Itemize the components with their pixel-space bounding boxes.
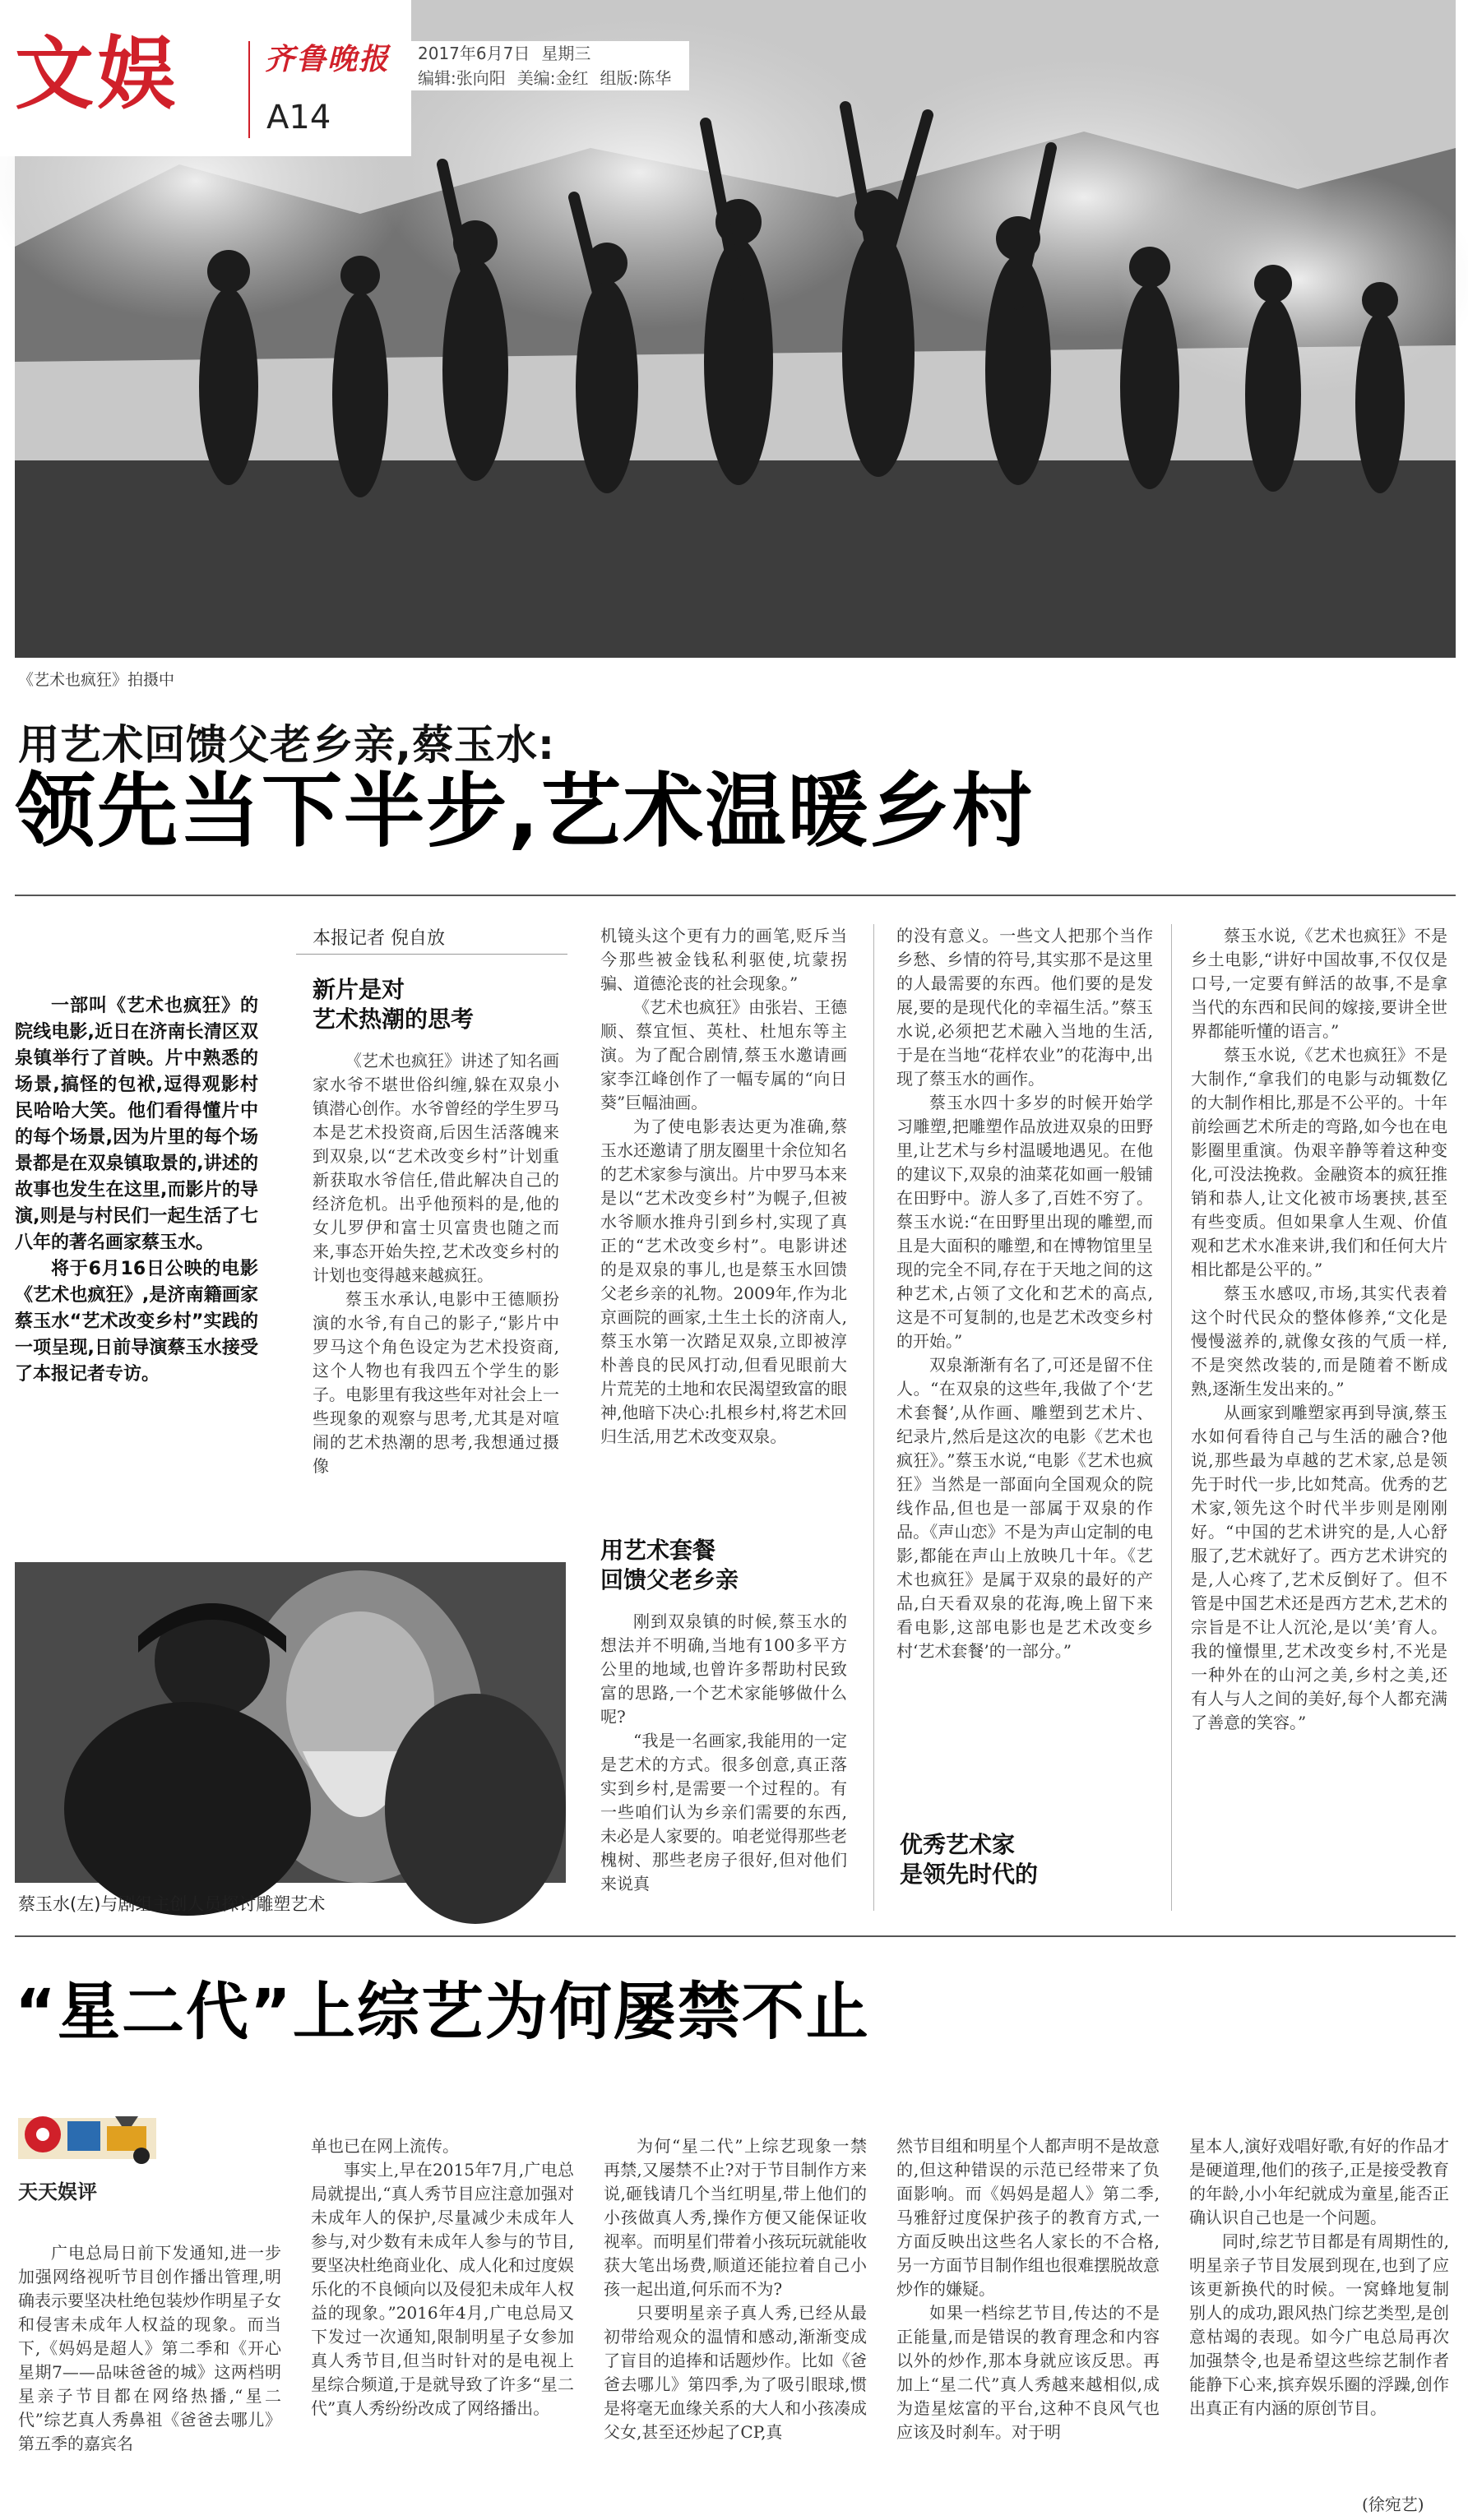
subhead: 新片是对 艺术热潮的思考 <box>313 976 475 1033</box>
paragraph: 蔡玉水说,《艺术也疯狂》不是大制作,“拿我们的电影与动辄数亿的大制作相比,那是不公平的。十年前绘画艺术所走的弯路,如今也在电影圈里重演。伪艰辛静等着这种变化,可没法挽救。金融资本的疯狂推销和恭人,让文化被市场裹挟,甚至有些变质。但如果拿人生观、价值观和艺术水准来讲,我们和任何大片相比都是公平的。” <box>1191 1045 1447 1279</box>
paragraph: 蔡玉水四十多岁的时候开始学习雕塑,把雕塑作品放进双泉的田野里,让艺术与乡村温暖地遇见。在他的建议下,双泉的油菜花如画一般铺在田野中。游人多了,百姓不穷了。蔡玉水说:“在田野里出现的雕塑,而且是大面积的雕塑,和在博物馆里呈现的完全不同,存在于天地之间的这种艺术,占领了文化和艺术的高点,这是不可复制的,也是艺术改变乡村的开始。” <box>896 1093 1153 1351</box>
commentary-column <box>604 2134 867 2504</box>
paragraph: 双泉渐渐有名了,可还是留不住人。“在双泉的这些年,我做了个‘艺术套餐’,从作画、雕塑到艺术片、纪录片,然后是这次的电影《艺术也疯狂》。”蔡玉水说,“电影《艺术也疯狂》当然是一部面向全国观众的院线作品,但也是一部属于双泉的作品。《声山恋》不是为声山定制的电影,都能在声山上放映几十年。《艺术也疯狂》是属于双泉的最好的产品,白天看双泉的花海,晚上留下来看电影,这部电影也是艺术改变乡村‘艺术套餐’的一部分。” <box>896 1355 1153 1661</box>
commentary-column <box>896 2134 1160 2504</box>
section-divider <box>15 1935 1456 1937</box>
paragraph: 的没有意义。一些文人把那个当作乡愁、乡情的符号,其实那不是这里的人最需要的东西。他们要的是发展,要的是现代化的幸福生活。”蔡玉水说,必须把艺术融入当地的生活,于是在当地“花样农业”的花海中,出现了蔡玉水的画作。 <box>896 926 1153 1089</box>
layout-credit: 组版:陈华 <box>600 68 672 88</box>
paragraph: 《艺术也疯狂》由张岩、王德顺、蔡宜恒、英杜、杜旭东等主演。为了配合剧情,蔡玉水邀请画家李江峰创作了一幅专属的“向日葵”巨幅油画。 <box>600 997 847 1112</box>
header-divider <box>248 41 250 138</box>
art-editor-credit: 美编:金红 <box>516 68 589 88</box>
top-photo-caption: 《艺术也疯狂》拍摄中 <box>18 671 175 689</box>
headline-rule <box>15 895 1456 896</box>
paragraph: 蔡玉水说,《艺术也疯狂》不是乡土电影,“讲好中国故事,不仅仅是口号,一定要有鲜活的故事,不是拿当代的东西和民间的嫁接,要讲全世界都能听懂的语言。” <box>1191 926 1447 1041</box>
column-divider <box>873 924 874 1911</box>
paragraph: 广电总局日前下发通知,进一步加强网络视听节目创作播出管理,明确表示要坚决杜绝包装炒作明星子女和侵害未成年人权益的现象。而当下,《妈妈是超人》第二季和《开心星期7——品味爸爸的城》这两档明星亲子节目都在网络热播,“星二代”综艺真人秀鼻祖《爸爸去哪儿》第五季的嘉宾名 <box>18 2243 281 2453</box>
article-column <box>1191 924 1447 1924</box>
paragraph: 刚到双泉镇的时候,蔡玉水的想法并不明确,当地有100多平方公里的地域,也曾许多帮助村民致富的思路,一个艺术家能够做什么呢? <box>600 1611 847 1727</box>
section-title: 文娱 <box>15 28 179 120</box>
issue-weekday: 星期三 <box>541 44 591 63</box>
paragraph: 机镜头这个更有力的画笔,贬斥当今那些被金钱私利驱使,坑蒙拐骗、道德沦丧的社会现象。” <box>600 926 847 993</box>
author-signoff: (徐宛艺) <box>1362 2495 1424 2514</box>
column-divider <box>1171 924 1172 1911</box>
paragraph: 只要明星亲子真人秀,已经从最初带给观众的温情和感动,渐渐变成了盲目的追捧和话题炒作。比如《爸爸去哪儿》第四季,为了吸引眼球,惯是将毫无血缘关系的大人和小孩凑成父女,甚至还炒起了CP,真 <box>604 2303 867 2442</box>
commentary-headline: “星二代”上综艺为何屡禁不止 <box>15 1975 870 2048</box>
sculpture-photo <box>15 1562 566 1883</box>
commentary-column <box>18 2241 281 2504</box>
paragraph: 蔡玉水感叹,市场,其实代表着这个时代民众的整体修养,“文化是慢慢滋养的,就像女孩的气质一样,不是突然改装的,而是随着不断成熟,逐渐生发出来的。” <box>1191 1283 1447 1399</box>
article-headline: 领先当下半步,艺术温暖乡村 <box>15 765 1035 858</box>
page-number: A14 <box>266 99 331 136</box>
article-column <box>896 924 1153 1812</box>
article-column <box>600 924 847 1533</box>
issue-date: 2017年6月7日 <box>418 44 530 63</box>
paragraph: 蔡玉水承认,电影中王德顺扮演的水爷,有自己的影子,“影片中罗马这个角色设定为艺术投资商,这个人物也有我四五个学生的影子。电影里有我这些年对社会上一些现象的观察与思考,尤其是对喧闹的艺术热潮的思考,我想通过摄像 <box>313 1289 559 1476</box>
paragraph: 单也已在网上流传。 <box>311 2136 459 2156</box>
subhead: 优秀艺术家 是领先时代的 <box>900 1831 1039 1888</box>
byline: 本报记者 倪自放 <box>313 928 445 949</box>
newspaper-logo: 齐鲁晚报 <box>265 42 391 76</box>
header-meta <box>411 41 689 90</box>
paragraph: 从画家到雕塑家再到导演,蔡玉水如何看待自己与生活的融合?他说,那些最为卓越的艺术家,总是领先于时代一步,比如梵高。优秀的艺术家,领先这个时代半步则是刚刚好。“中国的艺术讲究的是,人心舒服了,艺术就好了。西方艺术讲究的是,人心疼了,艺术反倒好了。但不管是中国艺术还是西方艺术,艺术的宗旨是不让人沉沦,是以‘美’育人。我的憧憬里,艺术改变乡村,不光是一种外在的山河之美,乡村之美,还有人与人之间的美好,每个人都充满了善意的笑容。” <box>1191 1403 1447 1732</box>
paragraph: 为何“星二代”上综艺现象一禁再禁,又屡禁不止?对于节目制作方来说,砸钱请几个当红明星,带上他们的小孩做真人秀,操作方便又能保证收视率。而明星们带着小孩玩玩就能收获大笔出场费,顺道还能拉着自己小孩一起出道,何乐而不为? <box>604 2136 867 2299</box>
subhead: 用艺术套餐 回馈父老乡亲 <box>600 1537 739 1593</box>
film-reel-icon <box>18 2102 156 2172</box>
article-kicker: 用艺术回馈父老乡亲,蔡玉水: <box>18 721 555 769</box>
column-name: 天天娱评 <box>18 2180 97 2203</box>
paragraph: 为了使电影表达更为准确,蔡玉水还邀请了朋友圈里十余位知名的艺术家参与演出。片中罗马本来是以“艺术改变乡村”为幌子,但被水爷顺水推舟引到乡村,实现了真正的“艺术改变乡村”。电影讲述的是双泉的事儿,也是蔡玉水回馈父老乡亲的礼物。2009年,作为北京画院的画家,土生土长的济南人,蔡玉水第一次踏足双泉,立即被淳朴善良的民风打动,但看见眼前大片荒芜的土地和农民渴望致富的眼神,他暗下决心:扎根乡村,将艺术回归生活,用艺术改变双泉。 <box>600 1117 847 1446</box>
paragraph: 星本人,演好戏唱好歌,有好的作品才是硬道理,他们的孩子,正是接受教育的年龄,小小年纪就成为童星,能否正确认识自己也是一个问题。 <box>1189 2136 1449 2227</box>
article-column <box>600 1610 847 1893</box>
commentary-column <box>1189 2134 1449 2488</box>
commentary-column <box>311 2134 574 2504</box>
lead-paragraph: 一部叫《艺术也疯狂》的院线电影,近日在济南长清区双泉镇举行了首映。片中熟悉的场景,搞怪的包袱,逗得观影村民哈哈大笑。他们看得懂片中的每个场景,因为片里的每个场景都是在双泉镇取景的,讲述的故事也发生在这里,而影片的导演,则是与村民们一起生活了七八年的著名画家蔡玉水。 <box>15 996 258 1253</box>
paragraph: 如果一档综艺节目,传达的不是正能量,而是错误的教育理念和内容以外的炒作,那本身就应该反思。再加上“星二代”真人秀越来越相似,成为造星炫富的平台,这种不良风气也应该及时刹车。对于明 <box>896 2303 1160 2442</box>
article-column <box>313 1049 559 1542</box>
paragraph: “我是一名画家,我能用的一定是艺术的方式。很多创意,真正落实到乡村,是需要一个过程的。有一些咱们认为乡亲们需要的东西,未必是人家要的。咱老觉得那些老槐树、那些老房子很好,但对他们来说真 <box>600 1731 847 1893</box>
paragraph: 同时,综艺节目都是有周期性的,明星亲子节目发展到现在,也到了应该更新换代的时候。一窝蜂地复制别人的成功,跟风热门综艺类型,是创意枯竭的表现。如今广电总局再次加强禁令,也是希望这些综艺制作者能静下心来,摈弃娱乐圈的浮躁,创作出真正有内涵的原创节目。 <box>1189 2231 1449 2418</box>
lead-paragraph: 将于6月16日公映的电影《艺术也疯狂》,是济南籍画家蔡玉水“艺术改变乡村”实践的一项呈现,日前导演蔡玉水接受了本报记者专访。 <box>15 1259 258 1385</box>
byline-rule <box>296 954 567 955</box>
paragraph: 事实上,早在2015年7月,广电总局就提出,“真人秀节目应注意加强对未成年人的保护,尽量减少未成年人参与,对少数有未成年人参与的节目,要坚决杜绝商业化、成人化和过度娱乐化的不良倾向以及侵犯未成年人权益的现象。”2016年4月,广电总局又下发过一次通知,限制明星子女参加真人秀节目,但当时针对的是电视上星综合频道,于是就导致了许多“星二代”真人秀纷纷改成了网络播出。 <box>311 2160 574 2418</box>
artists-sculpture-photo <box>15 1562 566 1883</box>
sculpture-photo-caption: 蔡玉水(左)与剧组主创人员探讨雕塑艺术 <box>18 1894 326 1914</box>
editor-credit: 编辑:张向阳 <box>418 68 506 88</box>
paragraph: 《艺术也疯狂》讲述了知名画家水爷不堪世俗纠缠,躲在双泉小镇潜心创作。水爷曾经的学生罗马本是艺术投资商,后因生活落魄来到双泉,以“艺术改变乡村”计划重新获取水爷信任,借此解决自己的经济危机。出乎他预料的是,他的女儿罗伊和富士贝富贵也随之而来,事态开始失控,艺术改变乡村的计划也变得越来越疯狂。 <box>313 1051 559 1285</box>
lead-paragraphs <box>15 993 258 1513</box>
paragraph: 然节目组和明星个人都声明不是故意的,但这种错误的示范已经带来了负面影响。而《妈妈是超人》第二季,马雅舒过度保护孩子的教育方式,一方面反映出这些名人家长的不合格,另一方面节目制作组也很难摆脱故意炒作的嫌疑。 <box>896 2136 1160 2299</box>
